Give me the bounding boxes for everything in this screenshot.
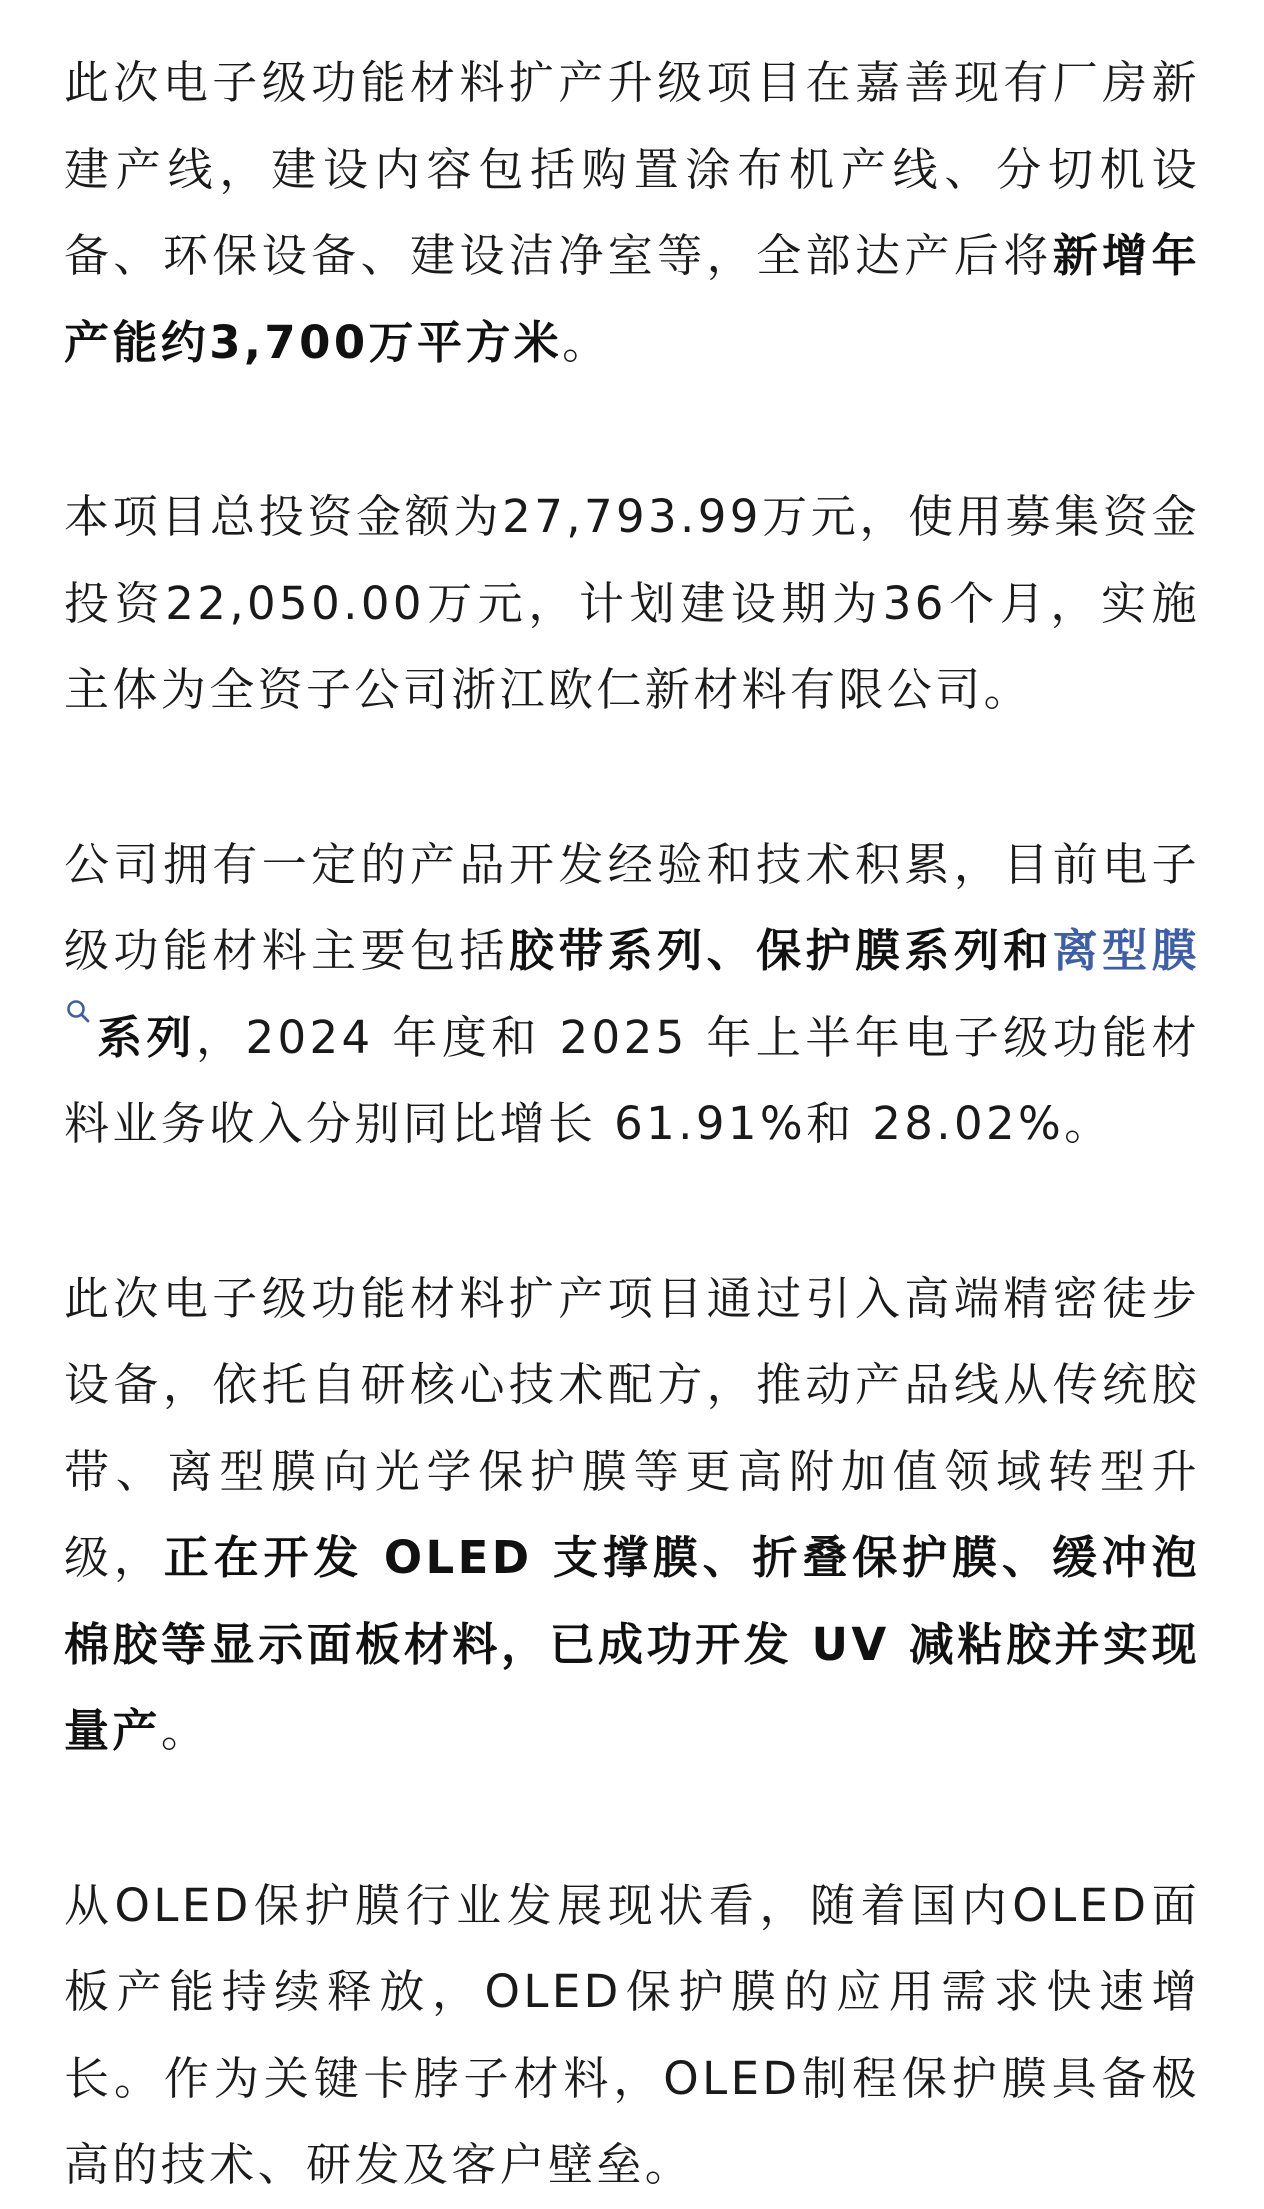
paragraph-4 [64,1256,1200,1775]
paragraph-3 [64,822,1200,1168]
paragraph-5-text: 从OLED保护膜行业发展现状看，随着国内OLED面板产能持续释放，OLED保护膜的应用需求快速增长。作为关键卡脖子材料，OLED制程保护膜具备极高的技术、研发及客户壁垒。 [64,1878,1200,2191]
paragraph-3-text-b: ，2024 年度和 2025 年上半年电子级功能材料业务收入分别同比增长 61.91%和 28.02%。 [64,1010,1200,1150]
paragraph-1-end: 。 [562,315,611,369]
paragraph-3-bold-a: 胶带系列、保护膜系列和 [508,924,1053,977]
keyword-search-link[interactable]: 离型膜 [1052,924,1200,977]
paragraph-4-end: 。 [160,1704,210,1757]
paragraph-1 [64,40,1200,386]
search-icon[interactable] [66,999,92,1029]
paragraph-4-bold: 正在开发 OLED 支撑膜、折叠保护膜、缓冲泡棉胶等显示面板材料，已成功开发 UV 减粘胶并实现量产 [64,1531,1200,1757]
paragraph-5 [64,1863,1200,2209]
paragraph-2 [64,474,1200,734]
article-body [64,40,1200,2209]
paragraph-2-text: 本项目总投资金额为27,793.99万元，使用募集资金投资22,050.00万元，计划建设期为36个月，实施主体为全资子公司浙江欧仁新材料有限公司。 [64,490,1200,716]
paragraph-3-text-a: 公司拥有一定的产品开发经验和技术积累，目前电子级功能材料主要包括 [64,837,1200,977]
paragraph-3-bold-b: 系列 [96,1010,196,1064]
paragraph-4-text: 此次电子级功能材料扩产项目通过引入高端精密徒步设备，依托自研核心技术配方，推动产品线从传统胶带、离型膜向光学保护膜等更高附加值领域转型升级， [64,1271,1200,1584]
paragraph-1-text: 此次电子级功能材料扩产升级项目在嘉善现有厂房新建产线，建设内容包括购置涂布机产线、分切机设备、环保设备、建设洁净室等，全部达产后将 [64,56,1200,282]
paragraph-1-bold: 新增年产能约3,700万平方米 [64,229,1200,369]
